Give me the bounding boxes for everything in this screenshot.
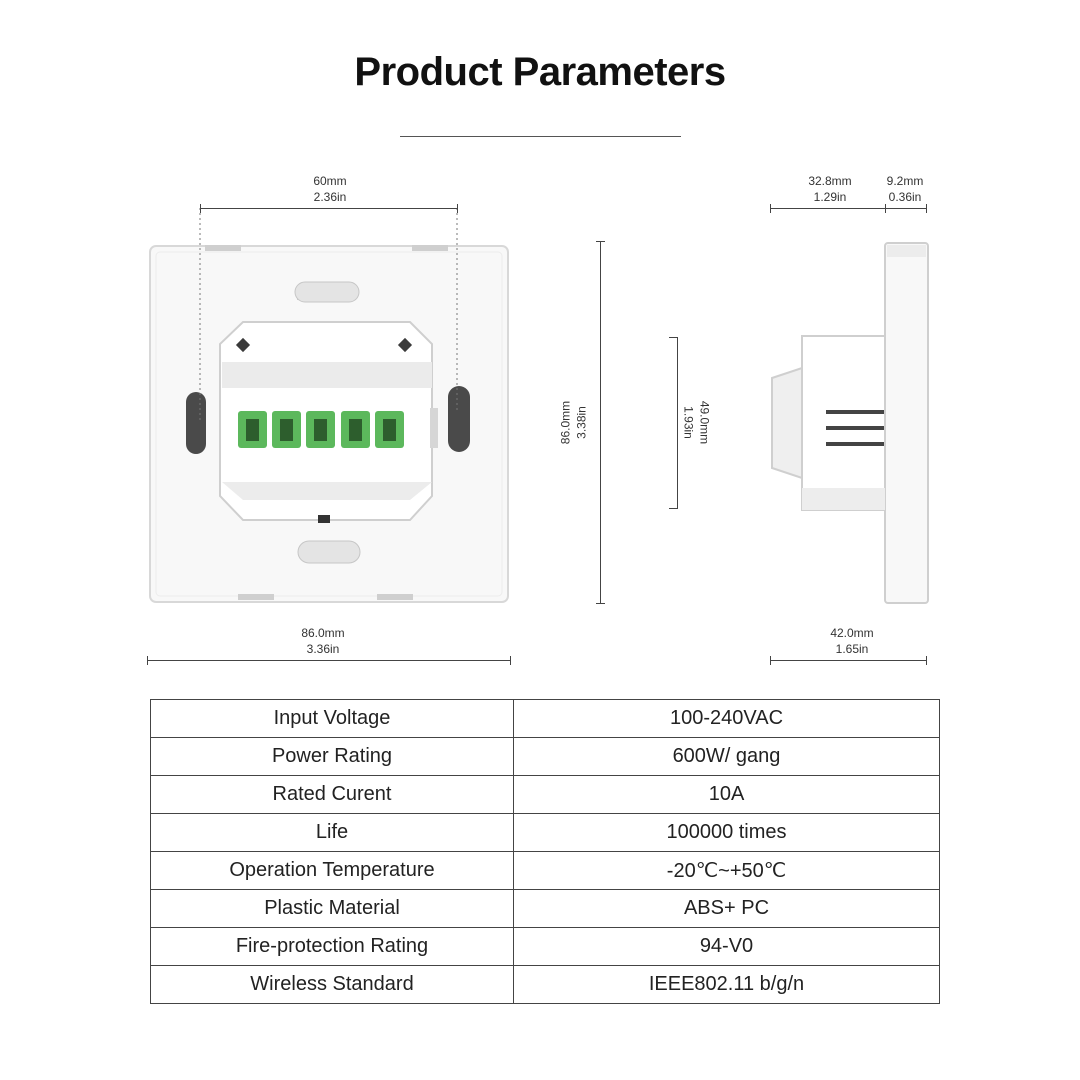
- table-row: [151, 928, 940, 966]
- spec-label: Plastic Material: [151, 890, 514, 928]
- side-body-height-mm: 49.0mm: [697, 400, 712, 445]
- table-row: [151, 700, 940, 738]
- side-bottom-dim-line: [770, 660, 927, 661]
- spec-label: Input Voltage: [151, 700, 514, 738]
- table-row: [151, 852, 940, 890]
- side-depth-a-in: 1.29in: [813, 190, 847, 204]
- side-depth-total-in: 1.65in: [835, 642, 869, 656]
- front-bottom-width-mm: 86.0mm: [301, 626, 345, 640]
- spec-value: -20℃~+50℃: [514, 852, 940, 890]
- spec-label: Wireless Standard: [151, 966, 514, 1004]
- side-depth-b-in: 0.36in: [888, 190, 922, 204]
- front-bottom-dim-line: [147, 660, 511, 661]
- spec-value: IEEE802.11 b/g/n: [514, 966, 940, 1004]
- spec-value: 600W/ gang: [514, 738, 940, 776]
- side-body-height-dim-line: [677, 337, 678, 508]
- spec-label: Life: [151, 814, 514, 852]
- table-row: [151, 890, 940, 928]
- side-view-device: [772, 243, 928, 603]
- side-depth-a-mm: 32.8mm: [808, 174, 852, 188]
- spec-value: ABS+ PC: [514, 890, 940, 928]
- table-row: [151, 966, 940, 1004]
- spec-label: Operation Temperature: [151, 852, 514, 890]
- front-bottom-width-in: 3.36in: [306, 642, 340, 656]
- spec-table: [150, 699, 940, 1004]
- side-top-dim-line: [770, 208, 927, 209]
- front-top-width-in: 2.36in: [313, 190, 347, 204]
- table-row: [151, 776, 940, 814]
- front-top-width-mm: 60mm: [313, 174, 347, 188]
- spec-value: 100-240VAC: [514, 700, 940, 738]
- side-depth-total-mm: 42.0mm: [830, 626, 874, 640]
- table-row: [151, 814, 940, 852]
- spec-label: Power Rating: [151, 738, 514, 776]
- front-height-in: 3.38in: [574, 406, 589, 439]
- terminal-block: [238, 411, 404, 448]
- side-depth-b-mm: 9.2mm: [886, 174, 924, 188]
- side-body-height-in: 1.93in: [681, 406, 696, 439]
- spec-label: Fire-protection Rating: [151, 928, 514, 966]
- page-title: Product Parameters: [354, 50, 726, 94]
- front-height-mm: 86.0mm: [558, 400, 573, 445]
- front-top-dim-line: [200, 208, 458, 209]
- spec-value: 10A: [514, 776, 940, 814]
- table-row: [151, 738, 940, 776]
- spec-label: Rated Curent: [151, 776, 514, 814]
- front-height-dim-line: [600, 241, 601, 603]
- spec-value: 94-V0: [514, 928, 940, 966]
- spec-value: 100000 times: [514, 814, 940, 852]
